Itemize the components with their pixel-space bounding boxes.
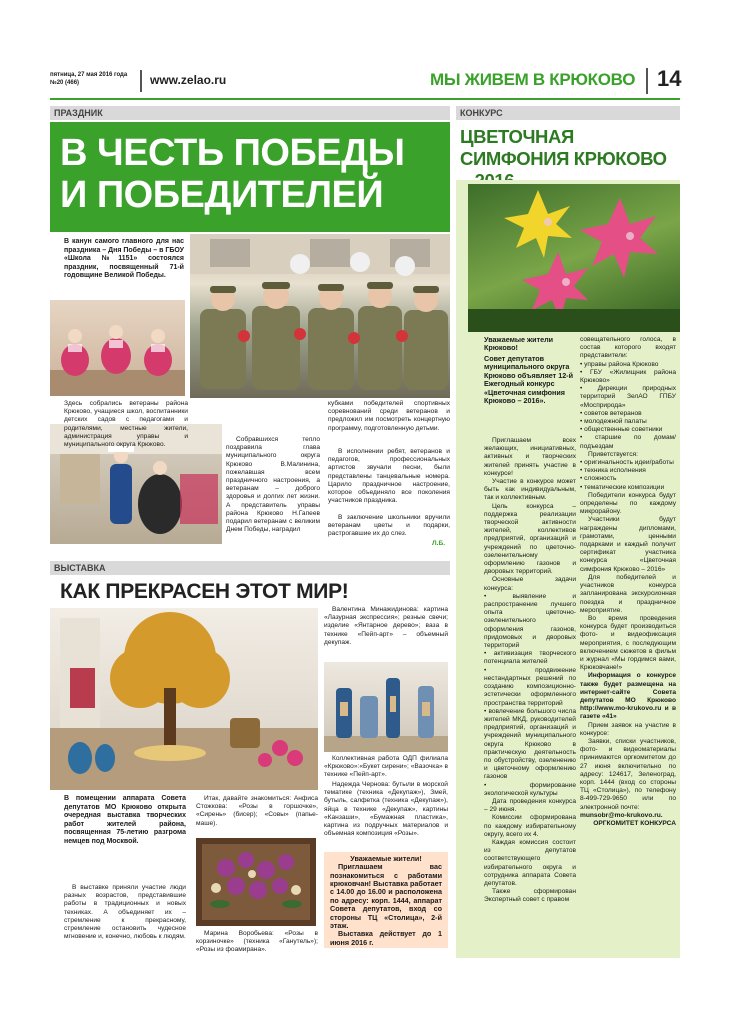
expo-notice-box [324, 852, 448, 948]
contest-rep-5: • молодежной палаты [580, 418, 647, 426]
contest-crit-1: • оригинальность идеи/работы [580, 459, 674, 467]
photo-roses-basket [196, 838, 316, 926]
expo-caption-photo: Марина Воробьева: «Розы в корзиночке» (техника «Ганутель»); «Розы из фоамирана». [196, 930, 318, 954]
dancers-illustration [50, 300, 185, 396]
contest-greeting: Уважаемые жители Крюково! [484, 335, 554, 353]
amber-tree-illustration [50, 608, 318, 790]
contest-p-submit: Заявки, списки участников, фото- и видеоматериалы принимаются оргкомитетом до 27 июня включительно по адресу: 124617, Зеленоград, корп. 1444 (вход со стороны ТЦ «Столица»), по телефону 8-499-729-9650 или по электронной почте: [580, 737, 676, 811]
photo-lilies [468, 184, 680, 332]
contest-crit-3: • сложность [580, 475, 617, 483]
contest-announcement: Совет депутатов муниципального округа Крюково объявляет 12-й Ежегодный конкурс «Цветочная симфония Крюково – 2016». [484, 354, 573, 406]
contest-task-1: • выявление и распространение лучшего опыта цветочно-озеленительного оформления газонов, придомовых и дворовых территорий [484, 592, 576, 650]
contest-p-tasks: Основные задачи конкурса: [484, 576, 576, 592]
holiday-col2-a: кубками победителей спортивных соревнований среди ветеранов и предложил им посмотреть концертную программу, подготовленную детьми. [328, 400, 450, 432]
expo-lead: В помещении аппарата Совета депутатов МО Крюково открыта очередная выставка творческих работ жителей района, посвященная 75-летию разгрома немцев под Москвой. [64, 795, 186, 845]
site-link[interactable]: www.zelao.ru [150, 73, 227, 87]
photo-bottles [324, 662, 448, 752]
contest-crit-4: • тематические композиции [580, 483, 665, 491]
contest-p-invite: Приглашаем всех желающих, инициативных, активных и творческих жителей принять участие в конкурсе! [484, 437, 576, 477]
section-tag-holiday: ПРАЗДНИК [50, 106, 450, 120]
expo-body1: В выставке приняли участие люди разных возрастов, представившие работы в традиционных и новых техниках. А объединяет их – стремление к прекрасному, стремление остановить чудесное мгновение и, конечно, любовь к людям. [64, 884, 186, 941]
holiday-lead: В канун самого главного для нас праздника – Дня Победы – в ГБОУ «Школа №1151» состоялся праздник, посвященный 71-й годовщине Великой Победы. [64, 238, 184, 280]
contest-p-members: Каждая комиссия состоит из депутатов соответствующего избирательного округа и сотрудника аппарата Совета депутатов. [484, 838, 576, 887]
contest-task-4: • вовлечение большого числа жителей МКД, руководителей предприятий, организаций и учреждений муниципального округа Крюково в практическую деятельность по обустройству, озеленению и цветочному оформлению газонов [484, 707, 576, 781]
contest-p-trip: Для победителей и участников конкурса запланирована экскурсионная поездка и праздничное мероприятие. [580, 573, 676, 614]
holiday-col1-b: Собравшихся тепло поздравила глава муниципального округа Крюково В.Малинина, пожелавшая всем праздничного настроения, а ветеранам – доброго здоровья и долгих лет жизни. А представитель управы района Крюково Н.Гапеев подарил ветеранам с великим Днем Победы, наградил [226, 436, 320, 534]
contest-rep-1: • управы района Крюково [580, 360, 659, 368]
contest-rep-3: • Дирекции природных территорий ЗелАО ГПБУ «Мосприрода» [580, 385, 676, 409]
expo-body5: Надежда Чернова: бутыли в морской тематике (техника «Декупаж»), Змей, бутыль, салфетка (техника «Декупаж»), яйца в технике «Декупаж», картины «Канзаши», «Бумажная пластика», картина из подручных материалов и объемная композиция «Розы». [324, 781, 448, 838]
contest-crit-2: • техника исполнения [580, 467, 646, 475]
section-tag-expo: ВЫСТАВКА [50, 561, 450, 575]
photo-amber-tree [50, 608, 318, 790]
header-rule [50, 98, 680, 100]
expo-body4: Коллективная работа ОДП филиала «Крюково»:«Букет сирени»; «Вазочка» в технике «Пейп-арт». [324, 755, 448, 779]
expo-notice-title: Уважаемые жители! [350, 854, 422, 863]
holiday-col2-c: В заключение школьники вручили ветеранам цветы и подарки, растрогавшие их до слез. [328, 514, 450, 538]
contest-task-5: • формирование экологической культуры [484, 781, 576, 797]
contest-p-participation: Участие в конкурсе может быть как индивидуальным, так и коллективным. [484, 478, 576, 502]
bottles-illustration [324, 662, 448, 752]
expo-body3: Валентина Минажидинова: картина «Лазурная экспрессия»; резные свечи; изделие «Янтарное дерево»; ваза в технике «Пейп-арт» – объемный декупаж. [324, 606, 448, 646]
holiday-col1-a: Здесь собрались ветераны района Крюково, учащиеся школ, воспитанники детских садов с педагогами и родителями, местные жители, администрация управы и муниципального округа Крюково. [64, 400, 188, 449]
photo-dancers [50, 300, 185, 396]
contest-rep-6: • общественные советники [580, 426, 663, 434]
contest-p-goal: Цель конкурса – поддержка реализации творческой активности жителей, коллективов предприятий, организаций и учреждений по цветочно-озеленительному оформлению газонов и дворовых территорий. [484, 502, 576, 576]
contest-p-date: Дата проведения конкурса – 29 июня. [484, 797, 576, 814]
holiday-headline-box [50, 122, 450, 232]
contest-p-video: Во время проведения конкурса будет производиться фото- и видеофиксация мероприятия, с последующим включением сюжетов в фильм и журнал «Мы гордимся вами, Крюковчане!» [580, 614, 676, 672]
kids-illustration [190, 234, 450, 398]
holiday-signature: Л.Б. [432, 540, 446, 547]
holiday-headline: В ЧЕСТЬ ПОБЕДЫ И ПОБЕДИТЕЛЕЙ [60, 132, 405, 216]
contest-org: ОРГКОМИТЕТ КОНКУРСА [593, 819, 676, 827]
section-tag-contest: КОНКУРС [456, 106, 680, 120]
contest-col2 [580, 336, 676, 828]
page-number: 14 [657, 66, 682, 91]
contest-task-2: • активизация творческого потенциала жителей [484, 650, 576, 666]
lilies-illustration [468, 184, 680, 332]
issue-date: пятница, 27 мая 2016 года №20 (466) [50, 72, 128, 86]
contest-email[interactable]: munsobr@mo-krukovo.ru. [580, 811, 663, 819]
contest-p-winners: Победители конкурса будут определены по каждому микрорайону. [580, 491, 676, 516]
contest-rep-7: • старшие по домам/подъездам [580, 434, 676, 450]
contest-headline: ЦВЕТОЧНАЯ СИМФОНИЯ КРЮКОВО [460, 126, 667, 169]
roses-basket-illustration [196, 838, 316, 926]
section-title: МЫ ЖИВЕМ В КРЮКОВО [430, 70, 636, 89]
contest-welcome: Приветствуется: [588, 450, 638, 458]
contest-p-expert: Также сформирован Экспертный совет с правом [484, 888, 576, 904]
photo-kids-parade [190, 234, 450, 398]
contest-p-awards: Участники будут награждены дипломами, грамотами, ценными подарками и каждый получит сертификат участника конкурса «Цветочная симфония Крюково – 2016» [580, 516, 676, 573]
contest-rep-2: • ГБУ «Жилищник района Крюково» [580, 368, 676, 385]
expo-body2: Итак, давайте знакомиться: Анфиса Стожкова: «Розы в горшочке», «Сирень» (бисер); «Совы» (папье-маше). [196, 795, 318, 827]
contest-p-advisory: совещательного голоса, в состав которого входят представители: [580, 336, 676, 360]
contest-p-info: Информация о конкурсе также будет размещена на интернет-сайте Совета депутатов МО Крюково http://www.mo-krukovo.ru и в газете «41» [580, 672, 676, 721]
contest-task-3: • продвижение нестандартных решений по созданию композиционно-эстетически оформленного пространства территорий [484, 666, 576, 707]
holiday-col2-b: В исполнении ребят, ветеранов и педагогов, профессиональных артистов звучали песни, были представлены танцевальные номера. Царило праздничное настроение, которое объединяло все поколения участников праздника. [328, 448, 450, 505]
contest-rep-4: • советов ветеранов [580, 409, 642, 417]
expo-notice-date: Выставка действует до 1 июня 2016 г. [330, 929, 442, 947]
expo-notice-text: Приглашаем вас познакомиться с работами крюковчан! Выставка работает с 14.00 до 16.00 и расположена по адресу: корп. 1444, аппарат Совета депутатов, вход со стороны ТЦ «Столица», 2-й этаж. [330, 862, 442, 931]
contest-col1 [484, 437, 576, 905]
contest-p-commission: Комиссии сформирована по каждому избирательному округу, всего их 4. [484, 814, 576, 838]
header-divider [140, 70, 142, 92]
contest-p-applications: Прием заявок на участие в конкурсе: [580, 721, 676, 737]
header-divider-2 [646, 68, 648, 94]
expo-headline: КАК ПРЕКРАСЕН ЭТОТ МИР! [60, 580, 349, 603]
